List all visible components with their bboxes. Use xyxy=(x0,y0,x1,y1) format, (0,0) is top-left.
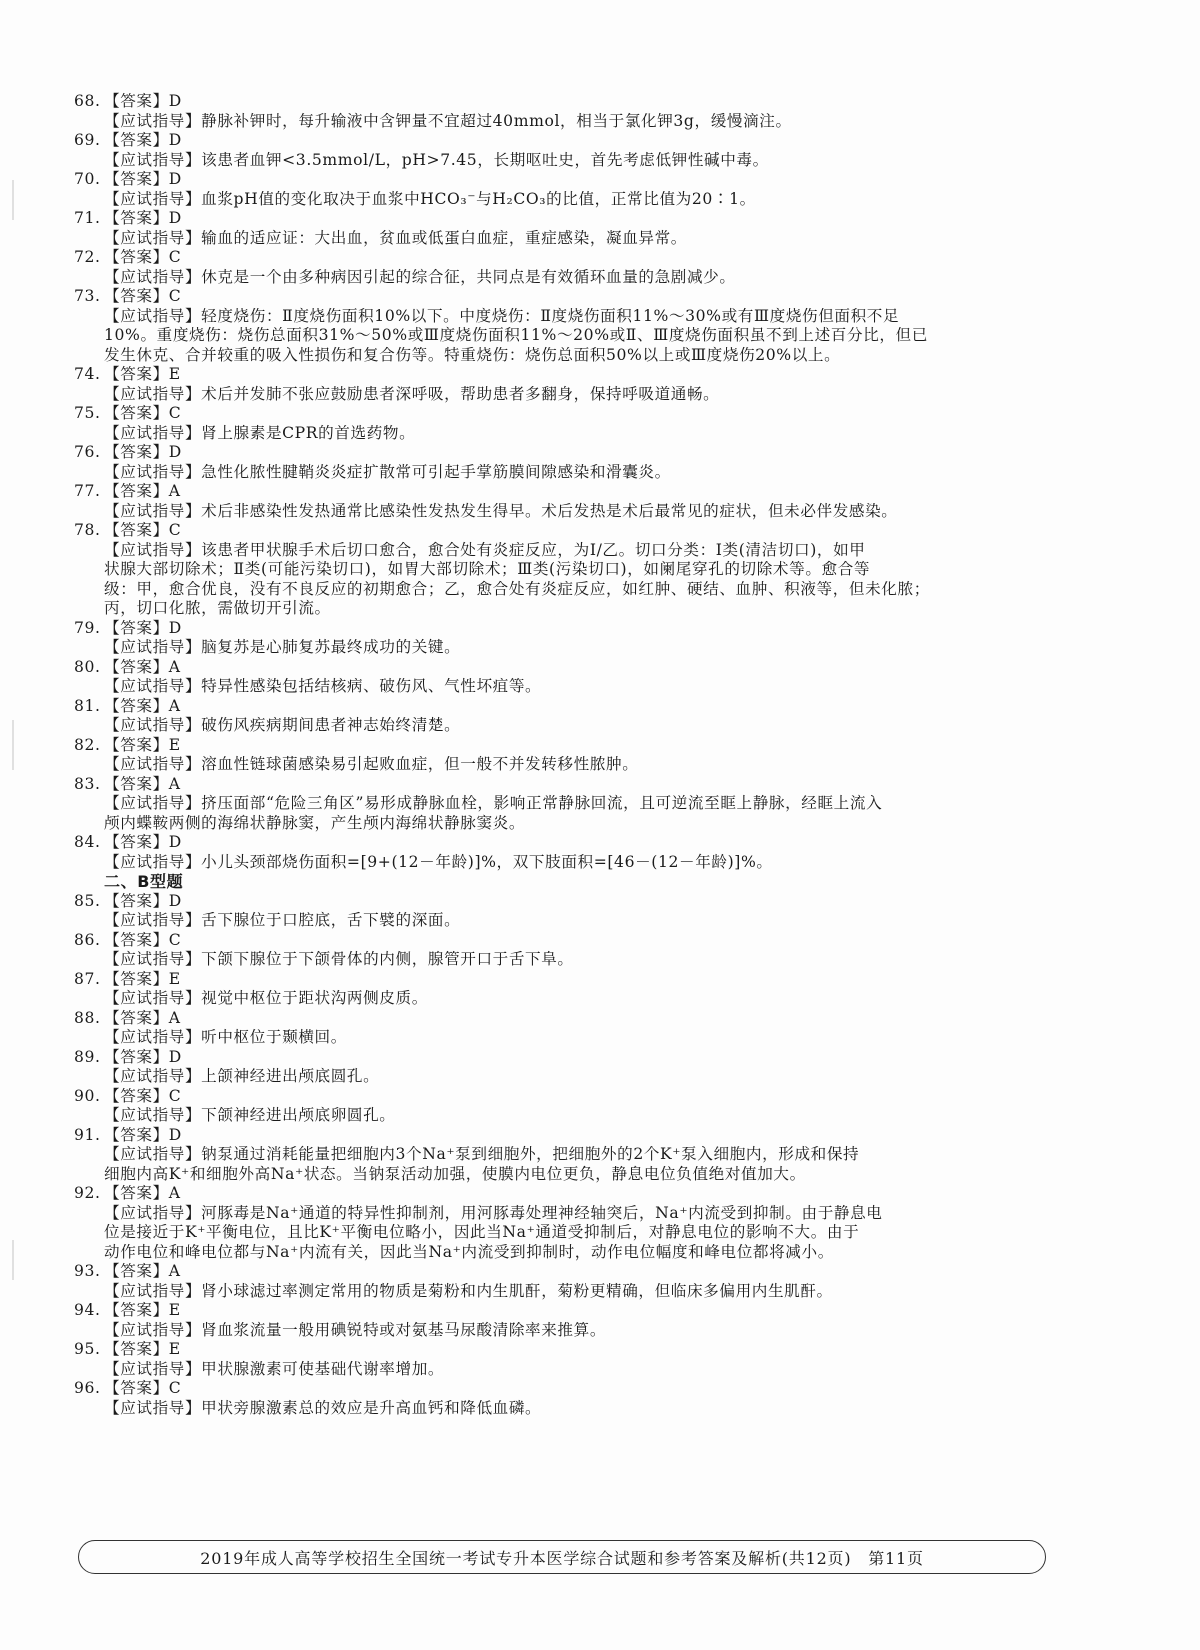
answer-item xyxy=(74,365,1104,404)
guide-text: 挤压面部“危险三角区”易形成静脉血栓，影响正常静脉回流，且可逆流至眶上静脉，经眶上流入 xyxy=(201,794,883,812)
answer-line xyxy=(74,1008,1104,1029)
answer-line xyxy=(74,891,1104,912)
guide-line xyxy=(104,560,1104,580)
answer-label: 【答案】 xyxy=(104,1301,169,1319)
answer-value: A xyxy=(168,657,181,676)
answer-line xyxy=(74,1086,1104,1107)
answer-item xyxy=(74,404,1104,443)
question-number: 80. xyxy=(74,657,101,676)
answer-item xyxy=(74,657,1104,697)
guide-text: 肾小球滤过率测定常用的物质是菊粉和内生肌酐，菊粉更精确，但临床多偏用内生肌酐。 xyxy=(201,1281,833,1300)
answer-label: 【答案】 xyxy=(104,404,169,422)
question-number: 70. xyxy=(74,170,101,188)
guide-line xyxy=(104,1165,1104,1185)
question-number: 93. xyxy=(74,1262,101,1280)
guide-label: 【应试指导】 xyxy=(104,1359,202,1378)
guide-line xyxy=(104,716,1104,736)
guide-line xyxy=(104,541,1104,561)
question-number: 73. xyxy=(74,287,101,305)
guide-line xyxy=(104,1106,1104,1126)
guide-text: 下颌神经进出颅底卵圆孔。 xyxy=(201,1106,396,1124)
guide-line xyxy=(104,1145,1104,1165)
answer-line xyxy=(74,1125,1104,1146)
question-number: 82. xyxy=(74,735,101,754)
guide-line xyxy=(104,1399,1104,1419)
answer-value: C xyxy=(168,404,182,422)
answer-line xyxy=(74,1340,1104,1360)
guide-text: 动作电位和峰电位都与Na⁺内流有关，因此当Na⁺内流受到抑制时，动作电位幅度和峰电位都将减小。 xyxy=(104,1242,834,1261)
question-number: 72. xyxy=(74,248,101,266)
answer-value: E xyxy=(168,735,181,754)
answer-value: D xyxy=(168,209,182,227)
answer-label: 【答案】 xyxy=(104,1047,169,1066)
answer-line xyxy=(74,735,1104,756)
answer-line xyxy=(74,1262,1104,1282)
guide-text: 输血的适应证：大出血，贫血或低蛋白血症，重症感染，凝血异常。 xyxy=(201,228,687,247)
answer-item xyxy=(74,696,1104,736)
answer-label: 【答案】 xyxy=(104,170,169,188)
question-number: 78. xyxy=(74,521,101,539)
scan-edge-mark xyxy=(12,720,14,770)
answer-line xyxy=(74,365,1104,385)
guide-label: 【应试指导】 xyxy=(104,1398,202,1417)
answer-label: 【答案】 xyxy=(104,618,169,637)
answer-value: D xyxy=(168,1125,182,1144)
answer-value: A xyxy=(168,1184,181,1202)
guide-line xyxy=(104,1067,1104,1087)
answer-label: 【答案】 xyxy=(104,1008,169,1027)
answer-value: A xyxy=(168,482,181,500)
answer-item xyxy=(74,248,1104,287)
answer-item xyxy=(74,1086,1104,1126)
guide-label: 【应试指导】 xyxy=(104,150,202,169)
answer-item xyxy=(74,1125,1104,1185)
question-number: 89. xyxy=(74,1047,101,1066)
guide-label: 【应试指导】 xyxy=(104,989,202,1007)
answer-label: 【答案】 xyxy=(104,833,169,851)
guide-line xyxy=(104,151,1104,171)
guide-label: 【应试指导】 xyxy=(104,1281,202,1300)
answer-value: D xyxy=(168,618,182,637)
answer-value: D xyxy=(168,1047,182,1066)
answer-label: 【答案】 xyxy=(104,657,169,676)
answer-label: 【答案】 xyxy=(104,1125,169,1144)
answer-label: 【答案】 xyxy=(104,209,169,227)
guide-line xyxy=(104,853,1104,873)
answer-label: 【答案】 xyxy=(104,774,169,793)
answer-value: C xyxy=(168,930,182,949)
guide-line xyxy=(104,911,1104,931)
answer-value: D xyxy=(168,131,182,149)
answer-value: E xyxy=(168,1340,181,1358)
guide-line xyxy=(104,190,1104,210)
answer-value: E xyxy=(168,969,181,988)
answer-item xyxy=(74,1340,1104,1379)
guide-text: 级：甲，愈合优良，没有不良反应的初期愈合；乙，愈合处有炎症反应，如红肿、硬结、血肿、积液等，但未化脓； xyxy=(104,579,930,598)
question-number: 86. xyxy=(74,930,101,949)
answer-line xyxy=(74,618,1104,639)
answer-label: 【答案】 xyxy=(104,1340,169,1358)
guide-text: 小儿头颈部烧伤面积=[9+(12－年龄)]%，双下肢面积=[46－(12－年龄)]%。 xyxy=(201,852,773,871)
answer-label: 【答案】 xyxy=(104,1086,169,1105)
section-heading: 二、B型题 xyxy=(104,872,184,891)
guide-text: 细胞内高K⁺和细胞外高Na⁺状态。当钠泵活动加强，使膜内电位更负，静息电位负值绝对值加大。 xyxy=(104,1164,806,1183)
answer-label: 【答案】 xyxy=(104,735,169,754)
answer-label: 【答案】 xyxy=(104,287,169,305)
answer-line xyxy=(74,131,1104,151)
question-number: 96. xyxy=(74,1379,101,1397)
answer-value: D xyxy=(168,891,182,910)
answer-item xyxy=(74,131,1104,170)
guide-line xyxy=(104,229,1104,249)
guide-text: 视觉中枢位于距状沟两侧皮质。 xyxy=(201,989,428,1007)
guide-line xyxy=(104,755,1104,775)
answer-item xyxy=(74,1379,1104,1418)
guide-text: 河豚毒是Na⁺通道的特异性抑制剂，用河豚毒处理神经轴突后，Na⁺内流受到抑制。由于静息电 xyxy=(201,1203,883,1222)
guide-label: 【应试指导】 xyxy=(104,540,202,559)
question-number: 71. xyxy=(74,209,101,227)
guide-label: 【应试指导】 xyxy=(104,1028,202,1046)
answer-label: 【答案】 xyxy=(104,1379,169,1397)
guide-line xyxy=(104,599,1104,619)
answer-label: 【答案】 xyxy=(104,969,169,988)
answer-line xyxy=(74,969,1104,990)
answer-line xyxy=(74,482,1104,502)
question-number: 68. xyxy=(74,92,101,110)
guide-line xyxy=(104,814,1104,834)
guide-text: 该患者甲状腺手术后切口愈合，愈合处有炎症反应，为Ⅰ/乙。切口分类：Ⅰ类(清洁切口)，如甲 xyxy=(201,540,866,559)
guide-text: 肾上腺素是CPR的首选药物。 xyxy=(201,423,416,442)
answer-line xyxy=(74,92,1104,112)
answer-item xyxy=(74,969,1104,1009)
question-number: 77. xyxy=(74,482,101,500)
guide-text: 轻度烧伤：Ⅱ度烧伤面积10%以下。中度烧伤：Ⅱ度烧伤面积11%～30%或有Ⅲ度烧伤但面积不足 xyxy=(201,306,900,325)
guide-text: 甲状旁腺激素总的效应是升高血钙和降低血磷。 xyxy=(201,1398,542,1417)
guide-text: 上颌神经进出颅底圆孔。 xyxy=(201,1067,380,1085)
guide-text: 下颌下腺位于下颌骨体的内侧，腺管开口于舌下阜。 xyxy=(201,950,574,968)
guide-label: 【应试指导】 xyxy=(104,950,202,968)
guide-label: 【应试指导】 xyxy=(104,852,202,871)
question-number: 74. xyxy=(74,365,101,383)
answer-item xyxy=(74,735,1104,775)
scan-edge-mark xyxy=(12,180,14,220)
question-number: 91. xyxy=(74,1125,101,1144)
guide-line xyxy=(104,1321,1104,1341)
guide-text: 状腺大部切除术；Ⅱ类(可能污染切口)，如胃大部切除术；Ⅲ类(污染切口)，如阑尾穿孔的切除术等。愈合等 xyxy=(104,560,871,578)
guide-text: 溶血性链球菌感染易引起败血症，但一般不并发转移性脓肿。 xyxy=(201,755,639,773)
guide-label: 【应试指导】 xyxy=(104,384,202,403)
guide-text: 听中枢位于颞横回。 xyxy=(201,1028,347,1046)
guide-text: 急性化脓性腱鞘炎炎症扩散常可引起手掌筋膜间隙感染和滑囊炎。 xyxy=(201,462,671,481)
footer-text: 2019年成人高等学校招生全国统一考试专升本医学综合试题和参考答案及解析(共12页) 第11页 xyxy=(200,1548,924,1568)
scan-edge-mark xyxy=(12,1240,14,1280)
guide-label: 【应试指导】 xyxy=(104,794,202,812)
guide-label: 【应试指导】 xyxy=(104,677,202,695)
question-number: 84. xyxy=(74,833,101,851)
guide-label: 【应试指导】 xyxy=(104,228,202,247)
guide-line xyxy=(104,463,1104,483)
guide-label: 【应试指导】 xyxy=(104,755,202,773)
guide-line xyxy=(104,307,1104,327)
guide-label: 【应试指导】 xyxy=(104,501,202,520)
answer-value: A xyxy=(168,696,181,715)
guide-text: 位是接近于K⁺平衡电位，且比K⁺平衡电位略小，因此当Na⁺通道受抑制后，对静息电位的影响不大。由于 xyxy=(104,1223,860,1241)
answer-line xyxy=(74,1379,1104,1399)
answer-item xyxy=(74,891,1104,931)
answer-label: 【答案】 xyxy=(104,1184,169,1202)
guide-line xyxy=(104,794,1104,814)
guide-text: 10%。重度烧伤：烧伤总面积31%～50%或Ⅲ度烧伤面积11%～20%或Ⅱ、Ⅲ度烧伤面积虽不到上述百分比，但已 xyxy=(104,326,928,344)
guide-label: 【应试指导】 xyxy=(104,111,202,130)
guide-label: 【应试指导】 xyxy=(104,189,202,208)
guide-line xyxy=(104,424,1104,444)
answer-line xyxy=(74,170,1104,190)
guide-label: 【应试指导】 xyxy=(104,1203,202,1222)
answer-item xyxy=(74,1047,1104,1087)
guide-text: 破伤风疾病期间患者神志始终清楚。 xyxy=(201,716,461,734)
answer-value: C xyxy=(168,1086,182,1105)
answer-line xyxy=(74,1047,1104,1068)
answer-item xyxy=(74,930,1104,970)
question-number: 95. xyxy=(74,1340,101,1358)
question-number: 75. xyxy=(74,404,101,422)
guide-text: 静脉补钾时，每升输液中含钾量不宜超过40mmol，相当于氯化钾3g，缓慢滴注。 xyxy=(201,111,792,130)
answer-label: 【答案】 xyxy=(104,92,169,110)
guide-line xyxy=(104,1360,1104,1380)
answer-label: 【答案】 xyxy=(104,131,169,149)
answer-list xyxy=(74,92,1104,1418)
guide-text: 特异性感染包括结核病、破伤风、气性坏疽等。 xyxy=(201,677,542,695)
answer-label: 【答案】 xyxy=(104,891,169,910)
answer-label: 【答案】 xyxy=(104,365,169,383)
answer-item xyxy=(74,287,1104,365)
guide-text: 颅内蝶鞍两侧的海绵状静脉窦，产生颅内海绵状静脉窦炎。 xyxy=(104,813,526,832)
guide-text: 血浆pH值的变化取决于血浆中HCO₃⁻与H₂CO₃的比值，正常比值为20∶1。 xyxy=(201,189,756,208)
guide-label: 【应试指导】 xyxy=(104,911,202,929)
guide-line xyxy=(104,502,1104,522)
answer-item xyxy=(74,209,1104,248)
guide-text: 肾血浆流量一般用碘锐特或对氨基马尿酸清除率来推算。 xyxy=(201,1320,607,1339)
page-footer xyxy=(78,1540,1046,1574)
answer-line xyxy=(74,657,1104,678)
question-number: 79. xyxy=(74,618,101,637)
guide-text: 甲状腺激素可使基础代谢率增加。 xyxy=(201,1359,445,1378)
answer-line xyxy=(74,443,1104,463)
answer-value: D xyxy=(168,833,182,851)
answer-label: 【答案】 xyxy=(104,482,169,500)
guide-line xyxy=(104,112,1104,132)
answer-item xyxy=(74,833,1104,872)
question-number: 87. xyxy=(74,969,101,988)
answer-value: D xyxy=(168,92,182,110)
answer-line xyxy=(74,404,1104,424)
answer-line xyxy=(74,1184,1104,1204)
answer-label: 【答案】 xyxy=(104,248,169,266)
guide-line xyxy=(104,346,1104,366)
guide-line xyxy=(104,268,1104,288)
guide-line xyxy=(104,989,1104,1009)
guide-text: 术后非感染性发热通常比感染性发热发生得早。术后发热是术后最常见的症状，但未必伴发感染。 xyxy=(201,501,898,520)
answer-value: A xyxy=(168,1262,181,1280)
question-number: 81. xyxy=(74,696,101,715)
guide-line xyxy=(104,677,1104,697)
answer-label: 【答案】 xyxy=(104,1262,169,1280)
answer-label: 【答案】 xyxy=(104,443,169,461)
guide-label: 【应试指导】 xyxy=(104,267,202,286)
answer-item xyxy=(74,443,1104,482)
answer-line xyxy=(74,774,1104,795)
question-number: 92. xyxy=(74,1184,101,1202)
question-number: 83. xyxy=(74,774,101,793)
answer-item xyxy=(74,618,1104,658)
answer-item xyxy=(74,170,1104,209)
guide-label: 【应试指导】 xyxy=(104,716,202,734)
answer-line xyxy=(74,287,1104,307)
answer-label: 【答案】 xyxy=(104,930,169,949)
answer-value: C xyxy=(168,1379,182,1397)
question-number: 85. xyxy=(74,891,101,910)
guide-text: 该患者血钾<3.5mmol/L，pH>7.45，长期呕吐史，首先考虑低钾性碱中毒。 xyxy=(201,150,769,169)
guide-label: 【应试指导】 xyxy=(104,1320,202,1339)
answer-value: E xyxy=(168,365,181,383)
answer-value: E xyxy=(168,1301,181,1319)
guide-line xyxy=(104,1223,1104,1243)
guide-line xyxy=(104,326,1104,346)
answer-item xyxy=(74,774,1104,834)
question-number: 94. xyxy=(74,1301,101,1319)
answer-line xyxy=(74,209,1104,229)
answer-line xyxy=(74,696,1104,717)
answer-value: C xyxy=(168,248,182,266)
answer-item xyxy=(74,1008,1104,1048)
answer-value: C xyxy=(168,521,182,539)
guide-text: 发生休克、合并较重的吸入性损伤和复合伤等。特重烧伤：烧伤总面积50%以上或Ⅲ度烧伤20%以上。 xyxy=(104,345,841,364)
guide-line xyxy=(104,1282,1104,1302)
answer-item xyxy=(74,1184,1104,1262)
guide-line xyxy=(104,385,1104,405)
answer-item xyxy=(74,1301,1104,1340)
guide-label: 【应试指导】 xyxy=(104,638,202,656)
answer-item xyxy=(74,521,1104,619)
guide-label: 【应试指导】 xyxy=(104,423,202,442)
guide-label: 【应试指导】 xyxy=(104,1145,202,1163)
answer-value: A xyxy=(168,774,181,793)
guide-line xyxy=(104,1028,1104,1048)
guide-text: 舌下腺位于口腔底，舌下襞的深面。 xyxy=(201,911,461,929)
question-number: 88. xyxy=(74,1008,101,1027)
guide-text: 丙，切口化脓，需做切开引流。 xyxy=(104,599,331,617)
answer-value: D xyxy=(168,170,182,188)
guide-text: 脑复苏是心肺复苏最终成功的关键。 xyxy=(201,638,461,656)
answer-item xyxy=(74,92,1104,131)
question-number: 69. xyxy=(74,131,101,149)
guide-line xyxy=(104,1243,1104,1263)
guide-line xyxy=(104,1204,1104,1224)
answer-value: A xyxy=(168,1008,181,1027)
answer-item xyxy=(74,482,1104,521)
answer-label: 【答案】 xyxy=(104,521,169,539)
guide-label: 【应试指导】 xyxy=(104,306,202,325)
question-number: 90. xyxy=(74,1086,101,1105)
question-number: 76. xyxy=(74,443,101,461)
guide-text: 休克是一个由多种病因引起的综合征，共同点是有效循环血量的急剧减少。 xyxy=(201,267,736,286)
answer-line xyxy=(74,833,1104,853)
guide-label: 【应试指导】 xyxy=(104,462,202,481)
guide-label: 【应试指导】 xyxy=(104,1067,202,1085)
guide-label: 【应试指导】 xyxy=(104,1106,202,1124)
answer-line xyxy=(74,521,1104,541)
answer-item xyxy=(74,1262,1104,1301)
answer-value: C xyxy=(168,287,182,305)
guide-line xyxy=(104,950,1104,970)
answer-line xyxy=(74,248,1104,268)
guide-line xyxy=(104,580,1104,600)
answer-line xyxy=(74,930,1104,951)
guide-text: 术后并发肺不张应鼓励患者深呼吸，帮助患者多翻身，保持呼吸道通畅。 xyxy=(201,384,720,403)
guide-text: 钠泵通过消耗能量把细胞内3个Na⁺泵到细胞外，把细胞外的2个K⁺泵入细胞内，形成和保持 xyxy=(201,1145,860,1163)
answer-label: 【答案】 xyxy=(104,696,169,715)
answer-line xyxy=(74,1301,1104,1321)
guide-line xyxy=(104,638,1104,658)
answer-value: D xyxy=(168,443,182,461)
